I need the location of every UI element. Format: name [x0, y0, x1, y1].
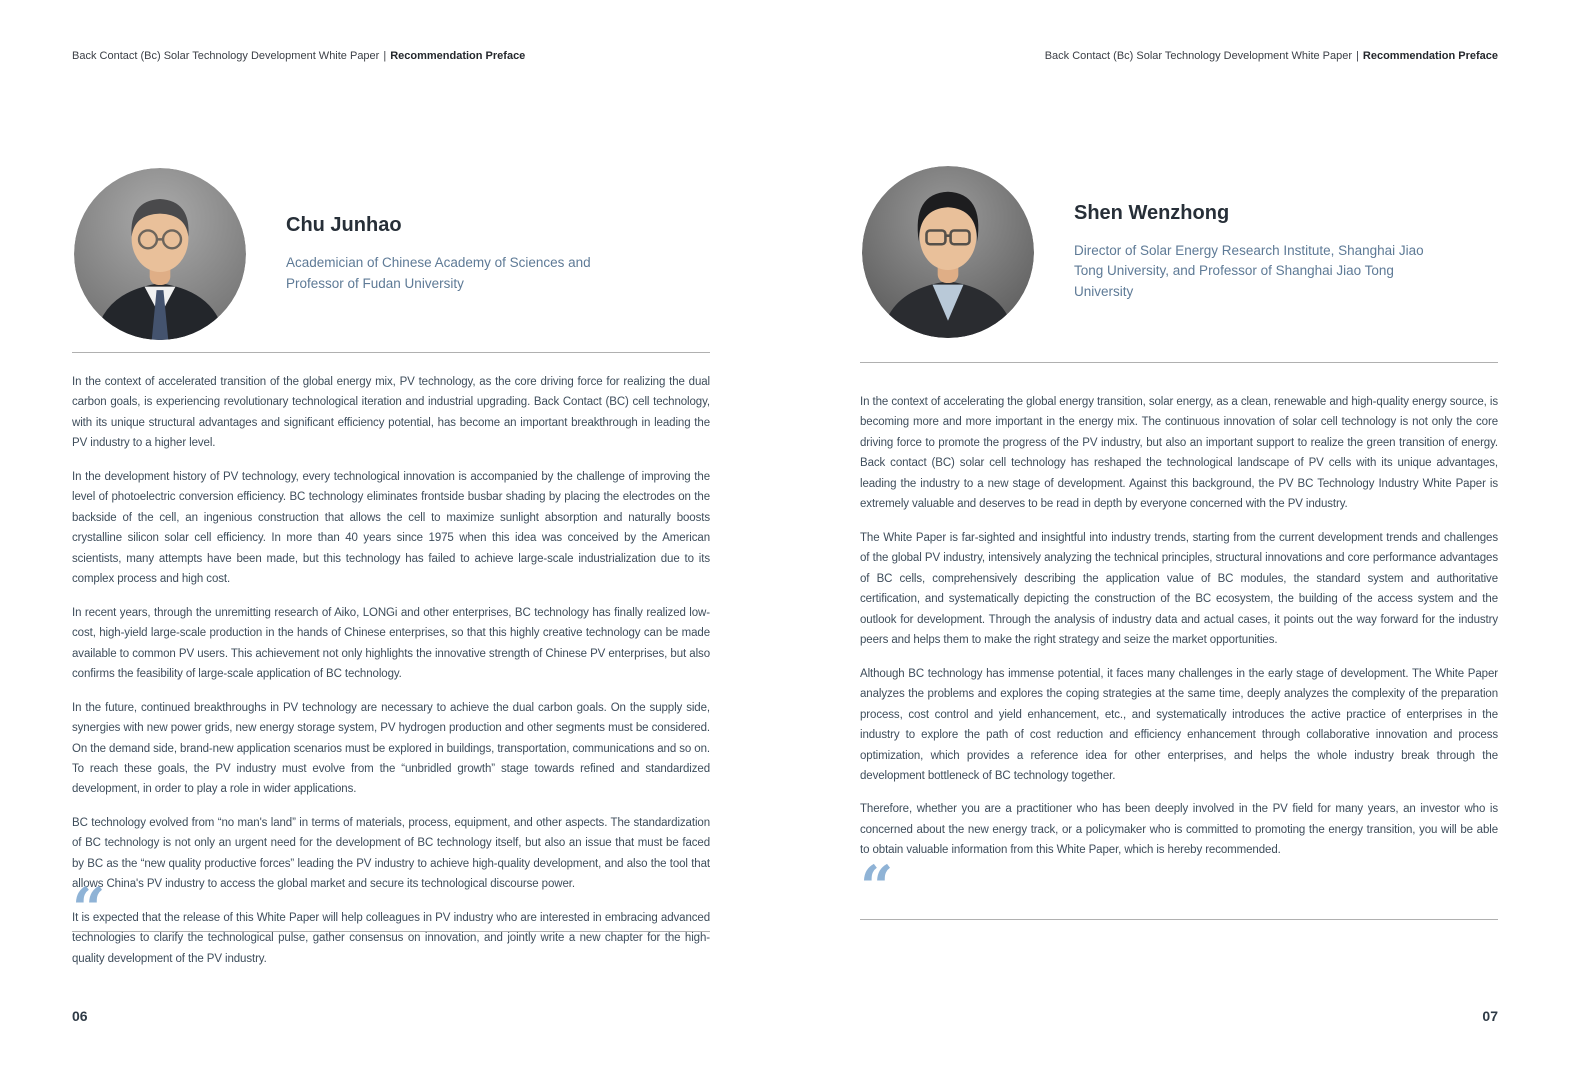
paragraph: Although BC technology has immense potential, it faces many challenges in the early stage of development. The White Paper analyzes the problems and explores the coping strategies at the same time, deeply analyzes the complexity of the preparation process, cost control and yield enhancement, etc., and systematically introduces the active practice of enterprises in the industry to explore the path of cost reduction and efficiency enhancement through collaborative innovation and process optimization, which provides a reference idea for other enterprises, and helps the whole industry break through the development bottleneck of BC technology together.	[860, 667, 1498, 782]
divider	[72, 931, 710, 932]
paragraph: In the future, continued breakthroughs in PV technology are necessary to achieve the dual carbon goals. On the supply side, synergies with new power grids, new energy storage system, PV hydrogen production and other segments must be considered. On the demand side, brand-new application scenarios must be explored in buildings, transportation, communications and so on. To reach these goals, the PV industry must evolve from the “unbridled growth” stage towards refined and standardized development, in order to play a role in wider applications.	[72, 701, 710, 796]
running-header-right	[1045, 50, 1498, 62]
divider	[860, 362, 1498, 363]
paragraph: In the development history of PV technology, every technological innovation is accompanied by the challenge of improving the level of photoelectric conversion efficiency. BC technology eliminates frontside busbar shading by placing the electrodes on the backside of the cell, an ingenious construction that allows the cell to maximize sunlight absorption and naturally boosts crystalline silicon solar cell efficiency. In more than 40 years since 1975 when this idea was conceived by the American scientists, many attempts have been made, but this technology has failed to achieve large-scale industrialization due to its complex process and high cost.	[72, 470, 710, 586]
profile-chu-junhao	[74, 168, 631, 340]
section-title: Recommendation Preface	[1362, 50, 1498, 62]
paragraph: It is expected that the release of this White Paper will help colleagues in PV industry who are interested in embracing advanced technologies to clarify the technological pulse, gather consensus on innovation, and jointly write a new chapter for the high-quality development of the PV industry.	[72, 911, 710, 965]
portrait-photo-man-suit-tie	[74, 168, 246, 340]
header-separator: |	[1356, 50, 1359, 62]
preface-text	[860, 392, 1498, 874]
section-title: Recommendation Preface	[390, 50, 526, 62]
person-title: Director of Solar Energy Research Institute, Shanghai Jiao Tong University, and Professor of Shanghai Jiao Tong University	[1074, 243, 1424, 299]
portrait-photo-man-glasses	[862, 166, 1034, 338]
paragraph: The White Paper is far-sighted and insightful into industry trends, starting from the current development trends and challenges of the global PV industry, intensively analyzing the technical principles, structural innovations and core performance advantages of BC cells, comprehensively describing the application value of BC modules, the standard system and authoritative certification, and systematically depicting the construction of the BC ecosystem, the building of the access system and the outlook for development. Through the analysis of industry data and actual cases, it points out the way forward for the industry peers and helps them to make the right strategy and seize the market opportunities.	[860, 531, 1498, 647]
person-name: Chu Junhao	[286, 214, 402, 237]
quote-icon: “	[72, 875, 106, 943]
page-left	[72, 0, 710, 1080]
divider	[860, 919, 1498, 920]
avatar	[862, 166, 1034, 338]
running-header-left	[72, 50, 525, 62]
paragraph: In the context of accelerated transition of the global energy mix, PV technology, as the core driving force for realizing the dual carbon goals, is experiencing revolutionary technological iteration and industrial upgrading. Back Contact (BC) cell technology, with its unique structural advantages and significant efficiency potential, has become an important breakthrough in leading the PV industry to a higher level.	[72, 376, 710, 450]
page-number: 07	[1482, 1008, 1498, 1024]
doc-title: Back Contact (Bc) Solar Technology Development White Paper	[72, 50, 380, 62]
person-meta	[286, 214, 631, 294]
person-title: Academician of Chinese Academy of Sciences and Professor of Fudan University	[286, 255, 591, 291]
preface-text	[72, 372, 710, 982]
paragraph: In the context of accelerating the global energy transition, solar energy, as a clean, renewable and high-quality energy source, is becoming more and more important in the energy mix. The continuous innovation of solar cell technology is not only the core driving force to promote the progress of the PV industry, but also an important support to realize the green transition of energy. Back contact (BC) solar cell technology has reshaped the technological landscape of PV cells with its unique advantages, leading the industry to a new stage of development. Against this background, the PV BC Technology Industry White Paper is extremely valuable and deserves to be read in depth by everyone concerned with the PV industry.	[860, 396, 1498, 511]
paragraph: In recent years, through the unremitting research of Aiko, LONGi and other enterprises, BC technology has finally realized low-cost, high-yield large-scale production in the hands of Chinese enterprises, so that this highly creative technology can be made available to common PV users. This achievement not only highlights the innovative strength of Chinese PV enterprises, but also confirms the feasibility of large-scale application of BC technology.	[72, 606, 710, 681]
avatar	[74, 168, 246, 340]
header-separator: |	[383, 50, 387, 62]
person-name: Shen Wenzhong	[1074, 202, 1230, 225]
page-number: 06	[72, 1008, 88, 1024]
page-right	[860, 0, 1498, 1080]
quote-icon: “	[860, 853, 894, 921]
paragraph: Therefore, whether you are a practitioner who has been deeply involved in the PV field for many years, an investor who is concerned about the new energy track, or a policymaker who is committed to promoting the energy transition, you will be able to obtain valuable information from this White Paper, which is hereby recommended.	[860, 803, 1498, 857]
divider	[72, 352, 710, 353]
person-meta	[1074, 202, 1434, 302]
paragraph: BC technology evolved from “no man's land” in terms of materials, process, equipment, and other aspects. The standardization of BC technology is not only an urgent need for the development of BC technology itself, but also an issue that must be faced by BC as the “new quality productive forces” leading the PV industry to achieve high-quality development, and also the tool that allows China's PV industry to access the global market and secure its technological discourse power.	[72, 816, 710, 891]
doc-title: Back Contact (Bc) Solar Technology Development White Paper	[1044, 50, 1353, 62]
profile-shen-wenzhong	[862, 166, 1434, 338]
